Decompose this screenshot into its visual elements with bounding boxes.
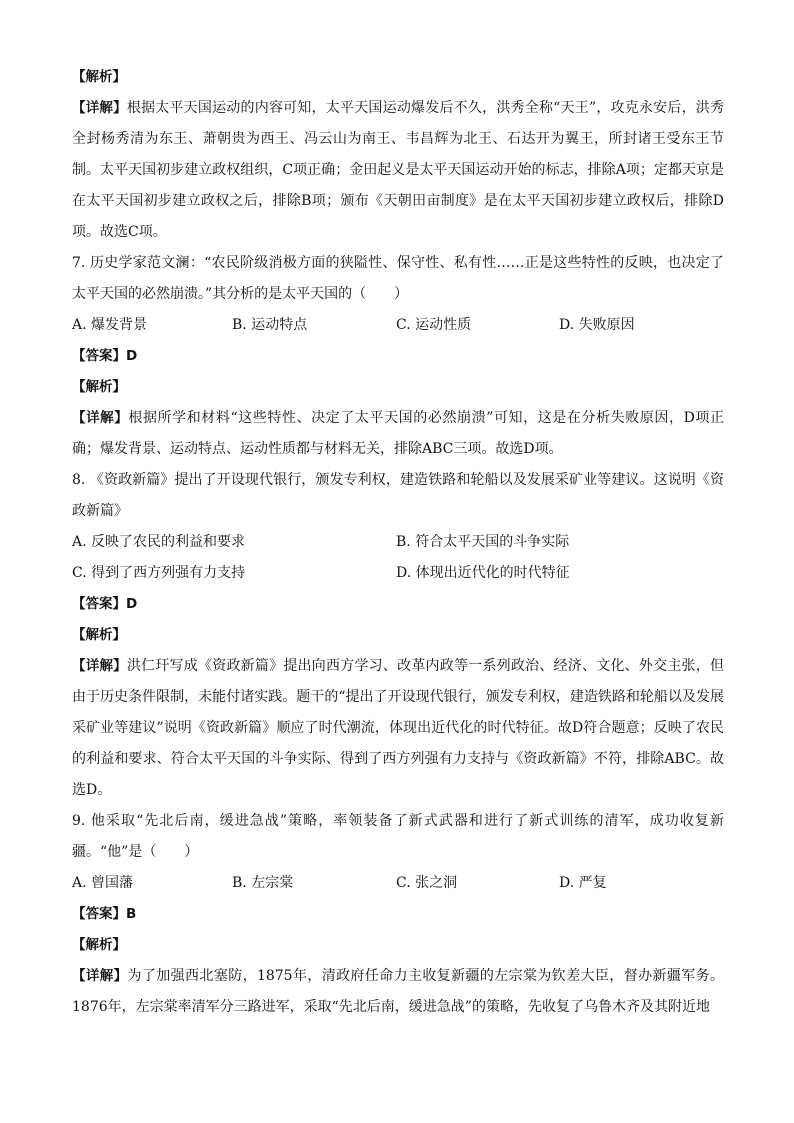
option-d: D. 严复 <box>559 875 607 891</box>
question-9-options <box>72 868 724 899</box>
analysis-heading: 【解析】 <box>72 379 126 395</box>
detail-tag: 【详解】 <box>72 410 129 426</box>
option-a: A. 爆发背景 <box>72 317 148 333</box>
question-8-stem <box>72 465 724 527</box>
explanation-text: 根据太平天国运动的内容可知，太平天国运动爆发后不久，洪秀全称“天王”，攻克永安后，洪秀全封杨秀清为东王、萧朝贵为西王、冯云山为南王、韦昌辉为北王、石达开为翼王，所封诸王受东王节制。太平天国初步建立政权组织，C项正确；金田起义是太平天国运动开始的标志，排除A项；定都天京是在太平天国初步建立政权之后，排除B项；颁布《天朝田亩制度》是在太平天国初步建立政权后，排除D项。故选C项。 <box>72 100 725 240</box>
analysis-heading: 【解析】 <box>72 69 126 85</box>
explanation-paragraph <box>72 651 724 806</box>
question-text: 7. 历史学家范文澜：“农民阶级消极方面的狭隘性、保守性、私有性……正是这些特性的反映，也决定了太平天国的必然崩溃。”其分析的是太平天国的（ ） <box>72 255 724 302</box>
option-b: B. 运动特点 <box>232 317 308 333</box>
option-a: A. 反映了农民的利益和要求 <box>72 534 246 550</box>
question-7-options <box>72 310 724 341</box>
question-text: 8. 《资政新篇》提出了开设现代银行，颁发专利权，建造铁路和轮船以及发展采矿业等建议。这说明《资政新篇》 <box>72 472 724 519</box>
explanation-text: 洪仁玕写成《资政新篇》提出向西方学习、改革内政等一系列政治、经济、文化、外交主张，但由于历史条件限制，未能付诸实践。题干的“提出了开设现代银行，颁发专利权，建造铁路和轮船以及发展采矿业等建议”说明《资政新篇》顺应了时代潮流，体现出近代化的时代特征。故D符合题意；反映了农民的利益和要求、符合太平天国的斗争实际、得到了西方列强有力支持与《资政新篇》不符，排除ABC。故选D。 <box>72 658 724 798</box>
answer-line: 【答案】B <box>72 906 137 922</box>
analysis-heading: 【解析】 <box>72 627 126 643</box>
option-c: C. 张之洞 <box>396 875 458 891</box>
explanation-text: 为了加强西北塞防，1875年，清政府任命力主收复新疆的左宗棠为钦差大臣，督办新疆军务。1876年，左宗棠率清军分三路进军，采取“先北后南，缓进急战”的策略，先收复了乌鲁木齐及其附近地 <box>72 968 724 1015</box>
question-text: 9. 他采取“先北后南，缓进急战”策略，率领装备了新式武器和进行了新式训练的清军，成功收复新疆。“他”是（ ） <box>72 813 724 860</box>
option-b: B. 符合太平天国的斗争实际 <box>396 534 570 550</box>
document-page <box>72 62 724 1023</box>
option-b: B. 左宗棠 <box>232 875 294 891</box>
option-c: C. 得到了西方列强有力支持 <box>72 565 246 581</box>
question-9-stem <box>72 806 724 868</box>
explanation-paragraph <box>72 961 724 1023</box>
answer-line: 【答案】D <box>72 596 138 612</box>
option-d: D. 体现出近代化的时代特征 <box>396 565 570 581</box>
explanation-paragraph <box>72 403 724 465</box>
detail-tag: 【详解】 <box>72 100 127 116</box>
question-8-options-row-1 <box>72 527 724 558</box>
question-8-options-row-2 <box>72 558 724 589</box>
answer-line: 【答案】D <box>72 348 138 364</box>
option-a: A. 曾国藩 <box>72 875 134 891</box>
question-7-stem <box>72 248 724 310</box>
explanation-paragraph <box>72 93 724 248</box>
detail-tag: 【详解】 <box>72 968 128 984</box>
option-d: D. 失败原因 <box>559 317 635 333</box>
explanation-text: 根据所学和材料“这些特性、决定了太平天国的必然崩溃”可知，这是在分析失败原因，D项正确；爆发背景、运动特点、运动性质都与材料无关，排除ABC三项。故选D项。 <box>72 410 724 457</box>
detail-tag: 【详解】 <box>72 658 127 674</box>
analysis-heading: 【解析】 <box>72 937 126 953</box>
option-c: C. 运动性质 <box>396 317 472 333</box>
